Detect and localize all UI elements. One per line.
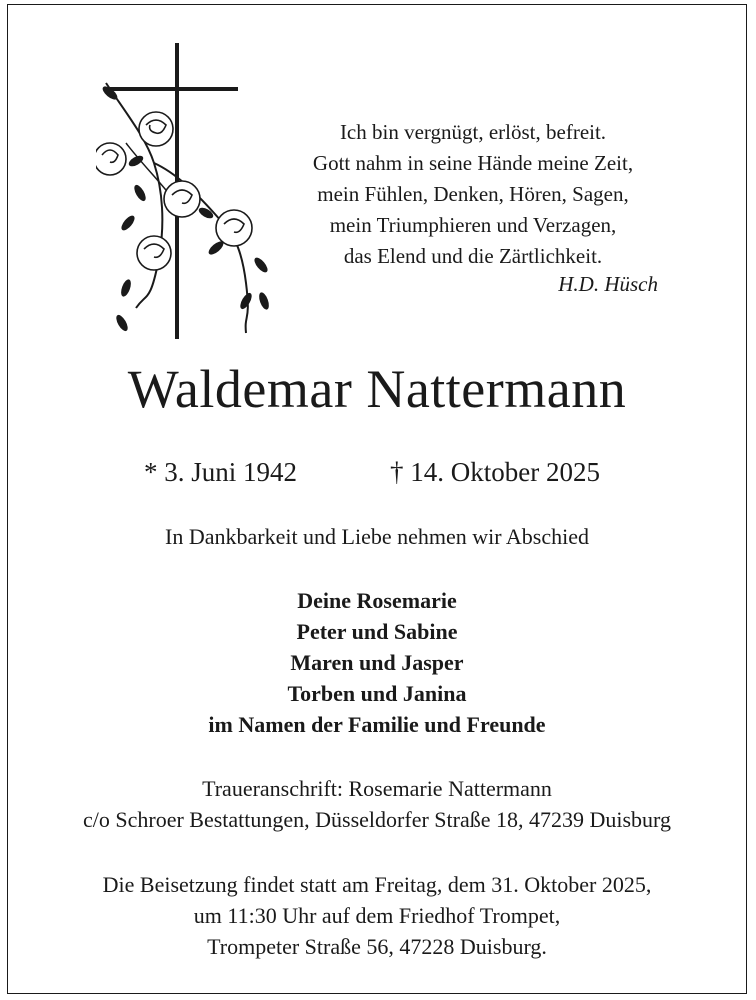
poem-line: mein Triumphieren und Verzagen,: [329, 213, 617, 237]
mourner-name: Torben und Janina: [287, 681, 467, 706]
farewell-text: In Dankbarkeit und Liebe nehmen wir Abschied: [165, 524, 589, 549]
funeral-line: Trompeter Straße 56, 47228 Duisburg.: [207, 934, 547, 959]
notice-frame: [7, 4, 747, 994]
mourner-name: im Namen der Familie und Freunde: [208, 712, 546, 737]
poem-line: Gott nahm in seine Hände meine Zeit,: [312, 151, 634, 175]
poem: [263, 117, 683, 272]
funeral-line: Die Beisetzung findet statt am Freitag, dem 31. Oktober 2025,: [102, 872, 652, 897]
address-line: c/o Schroer Bestattungen, Düsseldorfer Straße 18, 47239 Duisburg: [83, 807, 671, 832]
mourner-name: Maren und Jasper: [290, 650, 464, 675]
funeral-line: um 11:30 Uhr auf dem Friedhof Trompet,: [193, 903, 561, 928]
address-line: Traueranschrift: Rosemarie Nattermann: [202, 776, 552, 801]
poem-line: das Elend und die Zärtlichkeit.: [343, 244, 603, 268]
mourning-address: [8, 773, 746, 835]
poem-line: mein Fühlen, Denken, Hören, Sagen,: [317, 182, 629, 206]
poem-line: Ich bin vergnügt, erlöst, befreit.: [339, 120, 607, 144]
birth-date: * 3. Juni 1942: [144, 457, 298, 487]
cross-with-roses-icon: [96, 43, 276, 343]
death-date: † 14. Oktober 2025: [390, 457, 600, 487]
funeral-info: [8, 869, 746, 962]
poem-author: H.D. Hüsch: [558, 272, 658, 296]
mourner-name: Peter und Sabine: [296, 619, 458, 644]
mourners-list: [8, 585, 746, 740]
mourner-name: Deine Rosemarie: [297, 588, 457, 613]
deceased-name: Waldemar Nattermann: [127, 359, 627, 419]
